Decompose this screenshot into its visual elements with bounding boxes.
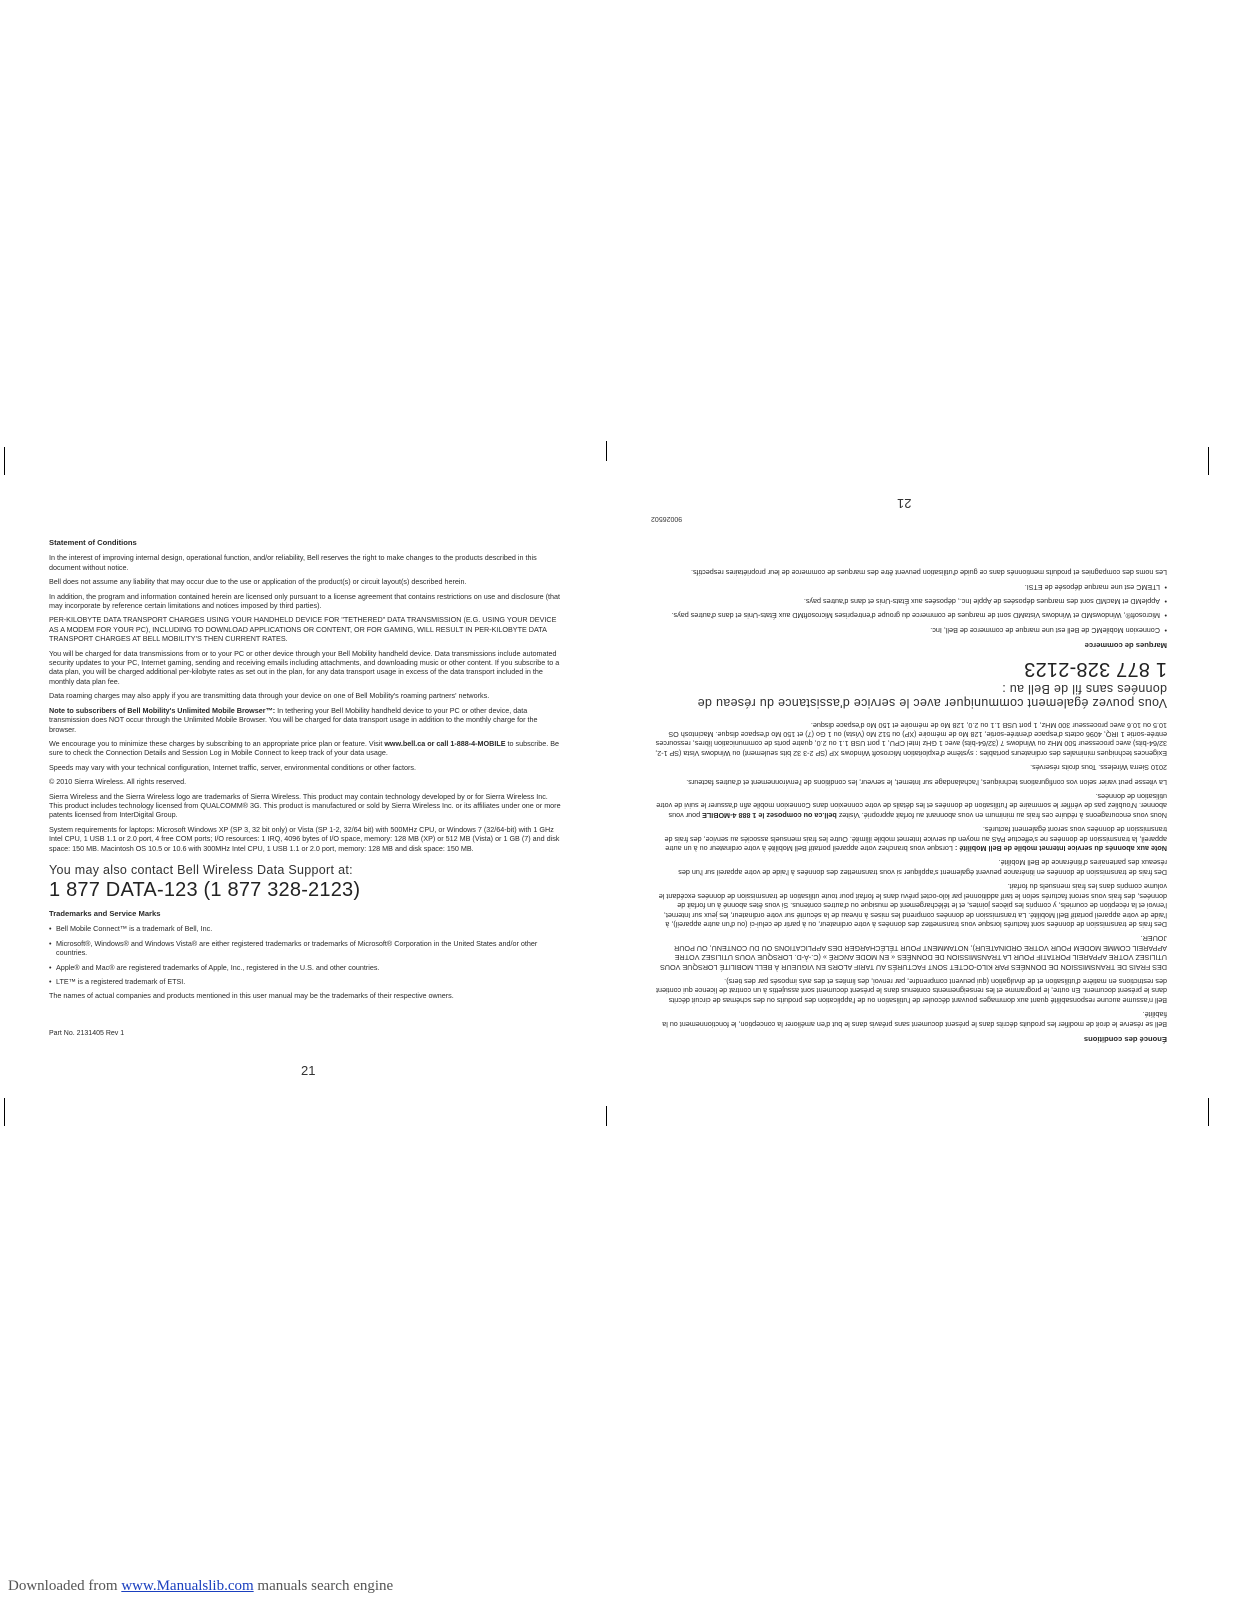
page-number-right: 21	[897, 496, 912, 511]
encourage-paragraph	[49, 739, 561, 758]
crop-mark	[606, 1106, 607, 1126]
trademark-tail: Les noms des compagnies et produits mentionnés dans ce guide d'utilisation peuvent être des marques de commerce de leur propriétaires respectifs.	[690, 568, 1167, 578]
encourage-tail: pour vous abonner. N'oubliez pas de vérifier le sommaire de l'utilisation de données et les détails de votre connexion dans Connexion mobile afin d'assurer le suivi de votre utilisation de données.	[656, 792, 1167, 821]
download-footer	[8, 1578, 393, 1595]
crop-mark	[1208, 447, 1209, 475]
list-item: • Microsoft®, WindowsMD et Windows VistaMD sont de marques de commerce du groupe d'entreprises MicrosoftMD aux États-Unis et dans d'autres pays.	[655, 611, 1167, 620]
note-text: In tethering your Bell Mobility handheld device to your PC or other device, data transmission does NOT occur through the Unlimited Mobile Browser. You will be charged for data transport usage in addition to the monthly charge for the browser.	[49, 705, 538, 734]
trademark-list	[49, 924, 561, 986]
section-heading: Statement of Conditions	[49, 538, 137, 547]
paragraph: PER-KILOBYTE DATA TRANSPORT CHARGES USING YOUR HANDHELD DEVICE FOR "TETHERED" DATA TRANSMISSION (E.G. USING YOUR DEVICE AS A MODEM FOR YOUR PC), INCLUDING TO DOWNLOAD APPLICATIONS OR CONTENT, OR FOR GAMING, WILL RESULT IN PER-KILOBYTE DATA TRANSPORT CHARGES AT BELL MOBILITY'S THEN CURRENT RATES.	[49, 615, 557, 644]
paragraph: You will be charged for data transmissions from or to your PC or other device through your Bell Mobility handheld device. Data transmissions include automated security updates to your PC, Internet gaming, sending and receiving emails including attachments, and downloading music or other content. If you subscribe to a data plan, you will be charged additional per-kilobyte rates as set out in the plan, for any data transport usage in excess of the data transport included in the monthly data plan fee.	[49, 648, 560, 686]
paragraph: Des frais de transmission de données sont facturés lorsque vous transmettez des données à votre ordinateur, ou à partir de celui-ci (ou d'un autre appareil), à l'aide de votre appareil portatif Bell Mobilité. La transmission de données comprend les mises à niveau de la sécurité sur votre ordinateur, les jeux sur Internet, l'envoi et la réception de courriels, y compris les pièces jointes, et le téléchargement de musique ou d'autres contenus. Si vous êtes abonné à un forfait de données, des frais vous seront facturés selon le tarif additionnel par kilo-octet prévu dans le forfait pour toute utilisation de transmission de données excédant le volume compris dans les frais mensuels du forfait.	[658, 882, 1167, 930]
paragraph: Bell does not assume any liability that may occur due to the use or application of the product(s) or circuit layout(s) described herein.	[49, 577, 467, 587]
page-number-left: 21	[301, 1063, 316, 1078]
paragraph: System requirements for laptops: Microsoft Windows XP (SP 3, 32 bit only) or Vista (SP 1-2, 32/64 bit) with 500MHz CPU, or Windows 7 (32/64-bit) with 1 GHz Intel CPU, 1 USB 1.1 or 2.0 port, 4 free COM ports; I/O resources: 1 IRQ, 4096 bytes of I/O space, memory: 128 MB (XP) or 512 MB (Vista) or 1 GB (7) and disk space: 150 MB. Macintosh OS 10.5 or 10.6 with 300MHz Intel CPU, 1 USB 1.1 or 2.0 port, memory: 128 MB and disk space: 150 MB.	[49, 824, 560, 853]
manualslib-link[interactable]: www.Manualslib.com	[121, 1578, 254, 1594]
paragraph: © 2010 Sierra Wireless. All rights reserved.	[49, 777, 187, 787]
paragraph: La vitesse peut varier selon vos configurations techniques, l'achalandage sur Internet, le serveur, les conditions de l'environnement et d'autres facteurs.	[686, 777, 1167, 787]
crop-mark	[1208, 1098, 1209, 1126]
paragraph: Data roaming charges may also apply if you are transmitting data through your device on one of Bell Mobility's roaming partners' networks.	[49, 691, 490, 701]
contact-link[interactable]: bell.ca ou composez le 1 888 4-MOBILE	[702, 811, 837, 821]
list-item: • Bell Mobile Connect™ is a trademark of Bell, Inc.	[49, 924, 561, 933]
paragraph: Exigences techniques minimales des ordinateurs portables : système d'exploitation Microsoft Windows XP (SP 2-3 32 bits seulement) ou Windows Vista (SP 1-2, 32/64-bits) avec processeur 500 MHz ou Windows 7 (32/64-bits) avec 1 GHz Intel CPU, 1 port USB 1.1 ou 2.0, quatre ports de communication libres, ressources entrée-sortie 1 IRQ, 4096 octets d'espace d'entrée-sortie, 128 Mo de mémoire (XP) ou 512 Mo (Vista) ou 1 Go (7) et 150 Mo d'espace disque. Macintosh OS 10.5 ou 10.6 avec processeur 300 MHz, 1 port USB 1.1 ou 2.0, 128 Mo de mémoire et 150 Mo d'espace disque.	[655, 720, 1167, 759]
paragraph: Bell n'assume aucune responsabilité quant aux dommages pouvant découler de l'utilisation ou de l'application des produits ou des schémas de circuit décrits dans le présent document. En outre, le programme et les renseignements contenus dans le présent document sont assujettis à un contrat de licence qui contient des restrictions en matière d'utilisation et de divulgation (qui peuvent comprendre, par renvoi, des limites et des avis imposés par des tiers).	[655, 977, 1167, 1005]
english-page	[49, 538, 561, 1038]
french-page	[655, 563, 1167, 1044]
note-text: Lorsque vous branchez votre appareil portatif Bell Mobilité à votre ordinateur ou à un autre appareil, la transmission de données ne s'effectue PAS au moyen du service Internet mobile illimité. Outre les frais mensuels associés au service, des frais de transmission de données vous seront également facturés.	[664, 825, 1167, 854]
contact-number: 1 877 328-2123	[1024, 658, 1167, 681]
note-paragraph	[655, 825, 1167, 853]
paragraph: DES FRAIS DE TRANSMISSION DE DONNÉES PAR KILO-OCTET SONT FACTURÉS AU TARIF ALORS EN VIGUEUR À BELL MOBILITÉ LORSQUE VOUS UTILISEZ VOTRE APPAREIL PORTATIF POUR LA TRANSMISSION DE DONNÉES « EN MODE ANCRÉ » (C.-À-D. LORSQUE VOUS UTILISEZ VOTRE APPAREIL COMME MODEM POUR VOTRE ORDINATEUR), NOTAMMENT POUR TÉLÉCHARGER DES APPLICATIONS OU DU CONTENU, OU POUR JOUER.	[660, 934, 1167, 972]
encourage-text: Nous vous encourageons à réduire ces frais au minimum en vous abonnant au forfait approprié. Visitez	[836, 811, 1167, 821]
list-item: • LTEMC est une marque déposée de ETSI.	[655, 582, 1167, 591]
contact-lead: You may also contact Bell Wireless Data Support at:	[49, 862, 353, 877]
footer-suffix: manuals search engine	[253, 1578, 394, 1594]
trademarks-heading: Marques de commerce	[1084, 641, 1167, 651]
paragraph: Sierra Wireless and the Sierra Wireless logo are trademarks of Sierra Wireless. This product may contain technology developed by or for Sierra Wireless Inc. This product includes technology licensed from QUALCOMM® 3G. This product is manufactured or sold by Sierra Wireless Inc. or its affiliates under one or more patents licensed from InterDigital Group.	[49, 791, 561, 820]
encourage-paragraph	[655, 792, 1167, 820]
contact-lead: Vous pouvez également communiquer avec le service d'assistance du réseau de données sans fil de Bell au :	[697, 682, 1167, 711]
section-heading: Énoncé des conditions	[1083, 1035, 1167, 1045]
note-label: Note aux abonnés du service Internet mobile de Bell Mobilité :	[954, 844, 1167, 854]
list-item: • AppleMD et MacMD sont des marques déposées de Apple Inc., déposées aux États-Unis et dans d'autres pays.	[655, 597, 1167, 606]
list-item: • Connexion MobileMC de Bell est une marque de commerce de Bell, Inc.	[655, 626, 1167, 635]
paragraph: In addition, the program and information contained herein are licensed only pursuant to a license agreement that contains restrictions on use and disclosure (that may incorporate by reference certain limitations and notices imposed by third parties).	[49, 591, 561, 611]
part-number: Part No. 2131405 Rev 1	[49, 1029, 125, 1037]
paragraph: In the interest of improving internal design, operational function, and/or reliability, Bell reserves the right to make changes to the products described in this document without notice.	[49, 553, 537, 572]
list-item: • Microsoft®, Windows® and Windows Vista® are either registered trademarks or trademarks of Microsoft® Corporation in the United States and/or other countries.	[49, 939, 561, 958]
contact-link[interactable]: www.bell.ca or call 1-888-4-MOBILE	[384, 738, 506, 748]
contact-number: 1 877 DATA-123 (1 877 328-2123)	[49, 878, 361, 901]
part-code: 90026502	[651, 515, 683, 522]
crop-mark	[4, 447, 5, 475]
trademark-list	[655, 582, 1167, 635]
encourage-tail: to subscribe. Be sure to check the Connection Details and Session Log in Mobile Connect to keep track of your data usage.	[49, 738, 560, 758]
crop-mark	[606, 441, 607, 461]
list-item: • Apple® and Mac® are registered trademarks of Apple, Inc., registered in the U.S. and other countries.	[49, 963, 561, 972]
trademark-tail: The names of actual companies and products mentioned in this user manual may be the trademarks of their respective owners.	[49, 991, 454, 1001]
list-item: • LTE™ is a registered trademark of ETSI.	[49, 977, 561, 986]
trademarks-heading: Trademarks and Service Marks	[49, 908, 161, 918]
paragraph: 2010 Sierra Wireless. Tous droits réservés.	[1030, 763, 1167, 773]
paragraph: Des frais de transmission de données en itinérance peuvent également s'appliquer si vous transmettez des données à l'aide de votre appareil sur l'un des réseaux des partenaires d'itinérance de Bell Mobilité.	[678, 858, 1167, 878]
note-paragraph	[49, 706, 561, 734]
footer-prefix: Downloaded from	[8, 1578, 122, 1594]
paragraph: Bell se réserve le droit de modifier les produits décrits dans le présent document sans préavis dans le but d'en améliorer la conception, le fonctionnement ou la fiabilité.	[662, 1010, 1167, 1029]
encourage-text: We encourage you to minimize these charges by subscribing to an appropriate price plan or feature. Visit	[49, 738, 385, 748]
note-label: Note to subscribers of Bell Mobility's Unlimited Mobile Browser™:	[49, 705, 276, 715]
crop-mark	[4, 1098, 5, 1126]
paragraph: Speeds may vary with your technical configuration, Internet traffic, server, environmental conditions or other factors.	[49, 762, 417, 772]
